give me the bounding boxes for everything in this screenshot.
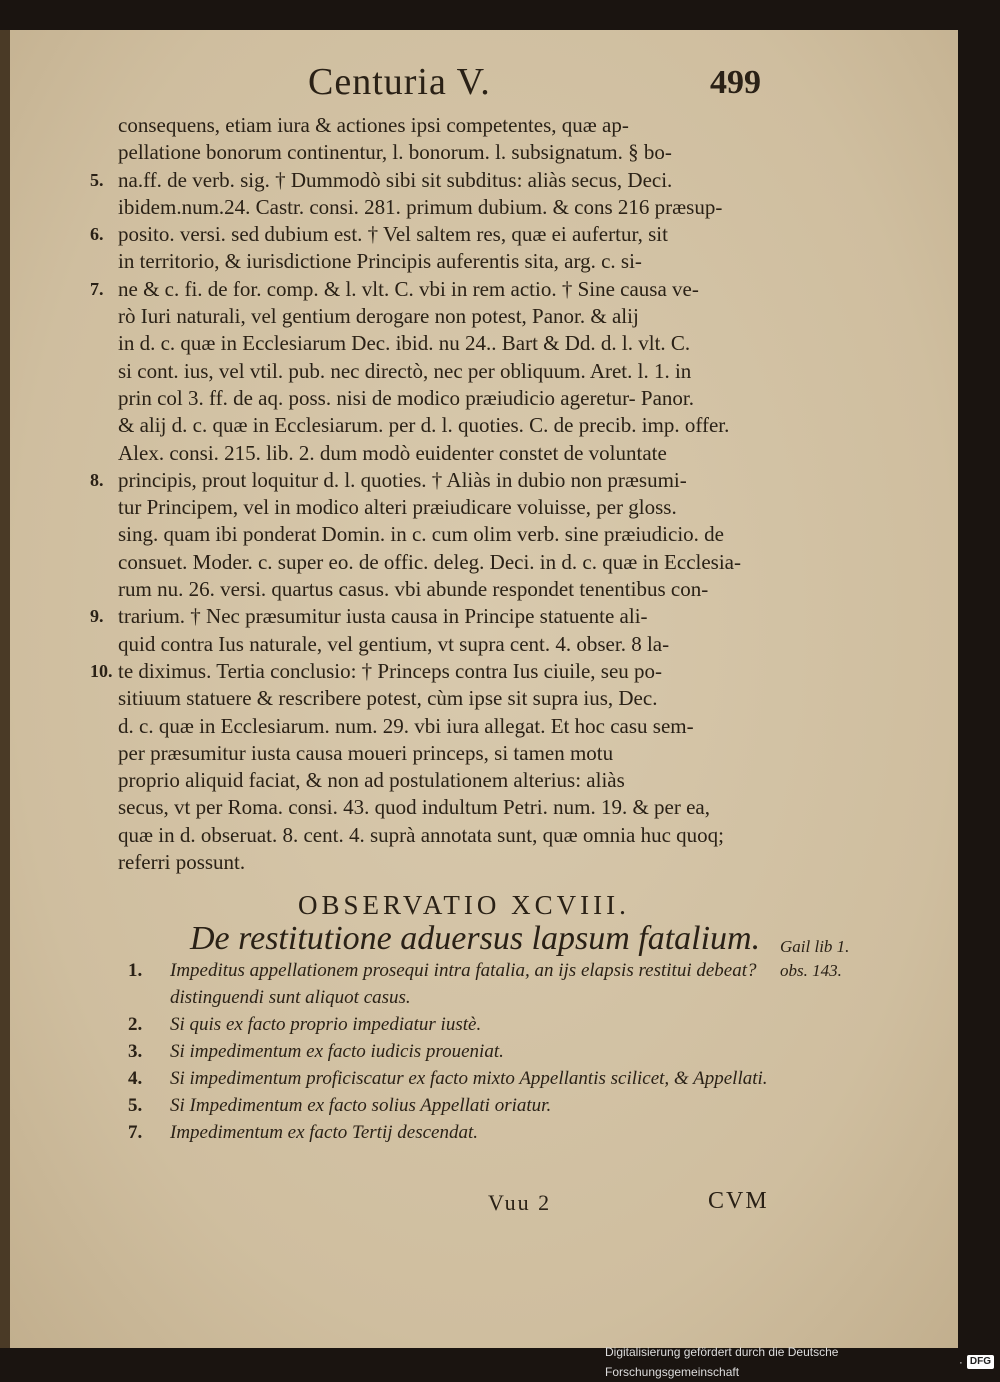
body-text <box>90 112 773 876</box>
text-line <box>118 412 773 439</box>
line-text: Alex. consi. 215. lib. 2. dum modò euidenter constet de voluntate <box>118 440 667 465</box>
text-line <box>118 576 773 603</box>
text-line <box>118 713 773 740</box>
summary-number: 1. <box>128 960 143 981</box>
summary-item <box>128 1065 788 1092</box>
text-line <box>118 303 773 330</box>
text-line <box>90 603 773 630</box>
text-line <box>90 467 773 494</box>
summary-number: 2. <box>128 1014 143 1035</box>
line-text: secus, vt per Roma. consi. 43. quod indultum Petri. num. 19. & per ea, <box>118 795 710 820</box>
line-text: per præsumitur iusta causa moueri princeps, si tamen motu <box>118 740 614 765</box>
text-line <box>118 330 773 357</box>
margin-number: 8. <box>90 469 104 490</box>
line-text: rò Iuri naturali, vel gentium derogare non potest, Panor. & alij <box>118 304 639 329</box>
page-header <box>10 60 958 110</box>
line-text: d. c. quæ in Ecclesiarum. num. 29. vbi iura allegat. Et hoc casu sem- <box>118 713 694 738</box>
margin-number: 5. <box>90 169 104 190</box>
line-text: consequens, etiam iura & actiones ipsi competentes, quæ ap- <box>118 113 629 137</box>
line-text: trarium. † Nec præsumitur iusta causa in Principe statuente ali- <box>118 604 648 629</box>
line-text: referri possunt. <box>118 850 246 875</box>
line-text: na.ff. de verb. sig. † Dummodò sibi sit subditus: aliàs secus, Deci. <box>118 167 673 192</box>
line-text: sing. quam ibi ponderat Domin. in c. cum olim verb. sine præiudicio. de <box>118 522 724 547</box>
page-number: 499 <box>710 64 761 101</box>
text-line <box>118 631 773 658</box>
margin-number: 6. <box>90 224 104 245</box>
signature-mark: Vuu 2 <box>488 1190 552 1215</box>
line-text: quæ in d. obseruat. 8. cent. 4. suprà annotata sunt, quæ omnia huc quoq; <box>118 822 724 847</box>
margin-number: 10. <box>90 660 113 681</box>
text-line <box>118 685 773 712</box>
summary-list <box>128 957 788 1146</box>
text-line <box>90 221 773 248</box>
margin-number: 7. <box>90 278 104 299</box>
summary-text: Si quis ex facto proprio impediatur iustè. <box>170 1014 482 1035</box>
line-text: posito. versi. sed dubium est. † Vel saltem res, quæ ei aufertur, sit <box>118 222 668 247</box>
summary-item <box>128 1011 788 1038</box>
margin-number: 9. <box>90 606 104 627</box>
line-text: ne & c. fi. de for. comp. & l. vlt. C. vbi in rem actio. † Sine causa ve- <box>118 276 699 301</box>
text-line <box>90 658 773 685</box>
summary-number: 4. <box>128 1068 143 1089</box>
line-text: sitiuum statuere & rescribere potest, cùm ipse sit supra ius, Dec. <box>118 686 658 711</box>
observatio-subtitle: De restitutione aduersus lapsum fatalium. <box>190 920 761 957</box>
book-page <box>0 30 958 1348</box>
running-head: Centuria V. <box>308 61 491 103</box>
line-text: pellatione bonorum continentur, l. bonorum. l. subsignatum. § bo- <box>118 140 672 165</box>
text-line <box>118 385 773 412</box>
summary-number: 3. <box>128 1041 143 1062</box>
catchword: CVM <box>708 1188 769 1214</box>
summary-item <box>128 1038 788 1065</box>
summary-number: 5. <box>128 1095 143 1116</box>
digitization-footer: Digitalisierung gefördert durch die Deutsche Forschungsgemeinschaft · DFG <box>605 1352 1000 1372</box>
text-line <box>118 112 773 139</box>
text-line <box>118 494 773 521</box>
text-line <box>118 521 773 548</box>
footer-text: Digitalisierung gefördert durch die Deutsche Forschungsgemeinschaft <box>605 1345 839 1379</box>
line-text: ibidem.num.24. Castr. consi. 281. primum dubium. & cons 216 præsup- <box>118 194 723 219</box>
margin-reference: Gail lib 1. obs. 143. <box>780 937 850 980</box>
text-line <box>118 794 773 821</box>
summary-item <box>128 957 788 1011</box>
line-text: & alij d. c. quæ in Ecclesiarum. per d. l. quoties. C. de precib. imp. offer. <box>118 413 730 438</box>
summary-text: Si impedimentum ex facto iudicis proueniat. <box>170 1041 504 1062</box>
line-text: quid contra Ius naturale, vel gentium, vt supra cent. 4. obser. 8 la- <box>118 631 670 656</box>
summary-text: Si impedimentum proficiscatur ex facto mixto Appellantis scilicet, & Appellati. <box>170 1068 768 1089</box>
summary-number: 7. <box>128 1122 143 1143</box>
line-text: in d. c. quæ in Ecclesiarum Dec. ibid. nu 24.. Bart & Dd. d. l. vlt. C. <box>118 331 691 356</box>
text-line <box>118 139 773 166</box>
text-line <box>118 358 773 385</box>
line-text: tur Principem, vel in modico alteri præiudicare voluisse, per gloss. <box>118 495 677 520</box>
text-line <box>118 740 773 767</box>
line-text: si cont. ius, vel vtil. pub. nec directò, nec per obliquum. Aret. l. 1. in <box>118 358 692 383</box>
line-text: rum nu. 26. versi. quartus casus. vbi abunde respondet tenentibus con- <box>118 577 709 602</box>
text-line <box>118 440 773 467</box>
line-text: in territorio, & iurisdictione Principis auferentis sita, arg. c. si- <box>118 249 642 274</box>
line-text: proprio aliquid faciat, & non ad postulationem alterius: aliàs <box>118 768 625 793</box>
text-line <box>118 767 773 794</box>
text-line <box>118 194 773 221</box>
line-text: consuet. Moder. c. super eo. de offic. deleg. Deci. in d. c. quæ in Ecclesia- <box>118 549 741 574</box>
text-line <box>118 822 773 849</box>
summary-text: Impeditus appellationem prosequi intra fatalia, an ijs elapsis restitui debeat? distinguendi sunt aliquot casus. <box>170 960 757 1008</box>
text-line <box>118 549 773 576</box>
summary-text: Impedimentum ex facto Tertij descendat. <box>170 1122 478 1143</box>
text-line <box>118 849 773 876</box>
text-line <box>118 248 773 275</box>
text-line <box>90 276 773 303</box>
line-text: te diximus. Tertia conclusio: † Princeps contra Ius ciuile, seu po- <box>118 658 663 683</box>
summary-text: Si Impedimentum ex facto solius Appellati oriatur. <box>170 1095 552 1116</box>
line-text: principis, prout loquitur d. l. quoties. † Aliàs in dubio non præsumi- <box>118 467 687 492</box>
summary-item <box>128 1119 788 1146</box>
observatio-title: OBSERVATIO XCVIII. <box>298 890 630 920</box>
text-line <box>90 167 773 194</box>
summary-item <box>128 1092 788 1119</box>
dfg-logo: DFG <box>967 1355 994 1369</box>
line-text: prin col 3. ff. de aq. poss. nisi de modico præiudicio ageretur- Panor. <box>118 385 694 410</box>
